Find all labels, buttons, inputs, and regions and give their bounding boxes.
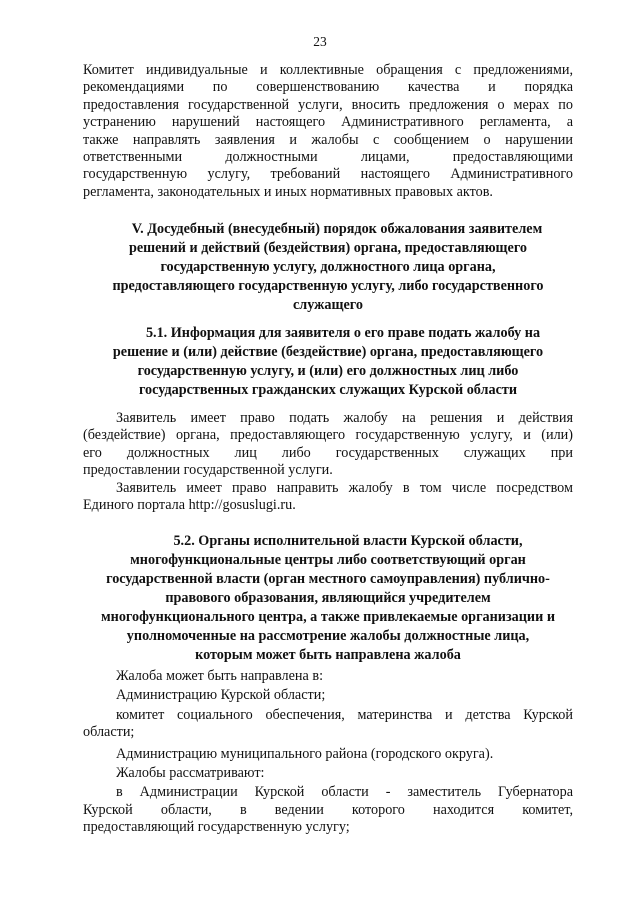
intro-paragraph (83, 62, 573, 201)
heading-line: служащего (292, 297, 363, 313)
heading-line: государственной власти (орган местного самоуправления) публично- (106, 571, 550, 587)
heading-line: которым может быть направлена жалоба (195, 647, 461, 663)
complaint-section (83, 668, 573, 837)
paragraph (83, 480, 573, 515)
text-line: также направлять заявления и жалобы с сообщением о нарушении (83, 131, 573, 148)
section-heading (83, 220, 573, 315)
text-line: устранению нарушений настоящего Административного регламента, а (83, 114, 573, 131)
heading-line: правового образования, являющийся учредителем (165, 590, 491, 606)
heading-line: государственных гражданских служащих Курской области (138, 382, 518, 398)
heading-line: V. Досудебный (внесудебный) порядок обжалования заявителем (131, 221, 543, 237)
text-line: Заявитель имеет право подать жалобу на решения и действия (116, 410, 573, 426)
heading-line: государственную услугу, и (или) его должностных лиц либо (137, 363, 519, 379)
text-line: государственную услугу, требований настоящего Административного (83, 166, 573, 183)
text-line: Заявитель имеет право направить жалобу в том числе посредством (116, 480, 573, 496)
text-line: в Администрации Курской области - заместитель Губернатора (116, 784, 573, 801)
heading-line: государственную услугу, должностного лица органа, (160, 259, 496, 275)
subsection-heading-5-1 (83, 324, 573, 400)
paragraph (83, 410, 573, 480)
text-line: регламента, законодательных и иных нормативных правовых актов. (83, 183, 493, 200)
text-line: предоставления государственной услуги, вносить предложения о мерах по (83, 96, 573, 113)
heading-line: многофункционального центра, а также привлекаемые организации и (101, 609, 555, 625)
page-number: 23 (313, 34, 327, 49)
heading-line: решений и действий (бездействия) органа, предоставляющего (128, 240, 528, 256)
text-line: предоставлении государственной услуги. (83, 462, 333, 479)
text-line: области; (83, 724, 135, 741)
heading-line: 5.2. Органы исполнительной власти Курской области, (173, 533, 523, 549)
text-line: Комитет индивидуальные и коллективные обращения с предложениями, (83, 62, 573, 78)
text-line: ответственными должностными лицами, предоставляющими (83, 149, 573, 166)
subsection-heading-5-2 (83, 532, 573, 665)
heading-line: многофункциональные центры либо соответствующий орган (130, 552, 526, 568)
text-line: Жалоба может быть направлена в: (116, 668, 324, 684)
heading-line: 5.1. Информация для заявителя о его праве подать жалобу на (145, 325, 541, 341)
text-line: Администрацию муниципального района (городского округа). (116, 745, 494, 762)
text-line: (бездействие) органа, предоставляющего государственную услугу, и (или) (83, 427, 573, 444)
heading-line: решение и (или) действие (бездействие) органа, предоставляющего (112, 344, 544, 360)
text-line: предоставляющий государственную услугу; (83, 819, 350, 836)
heading-line: уполномоченные на рассмотрение жалобы должностные лица, (126, 628, 530, 644)
text-line: его должностных лиц либо государственных служащих при (83, 444, 573, 461)
text-line: Курской области, в ведении которого находится комитет, (83, 801, 573, 818)
text-line: Единого портала http://gosuslugi.ru. (83, 497, 296, 514)
text-line: Жалобы рассматривают: (116, 765, 265, 782)
text-line: Администрацию Курской области; (116, 687, 326, 704)
heading-line: предоставляющего государственную услугу, либо государственного (112, 278, 544, 294)
text-line: комитет социального обеспечения, материнства и детства Курской (116, 706, 573, 723)
text-line: рекомендациями по совершенствованию качества и порядка (83, 79, 573, 96)
